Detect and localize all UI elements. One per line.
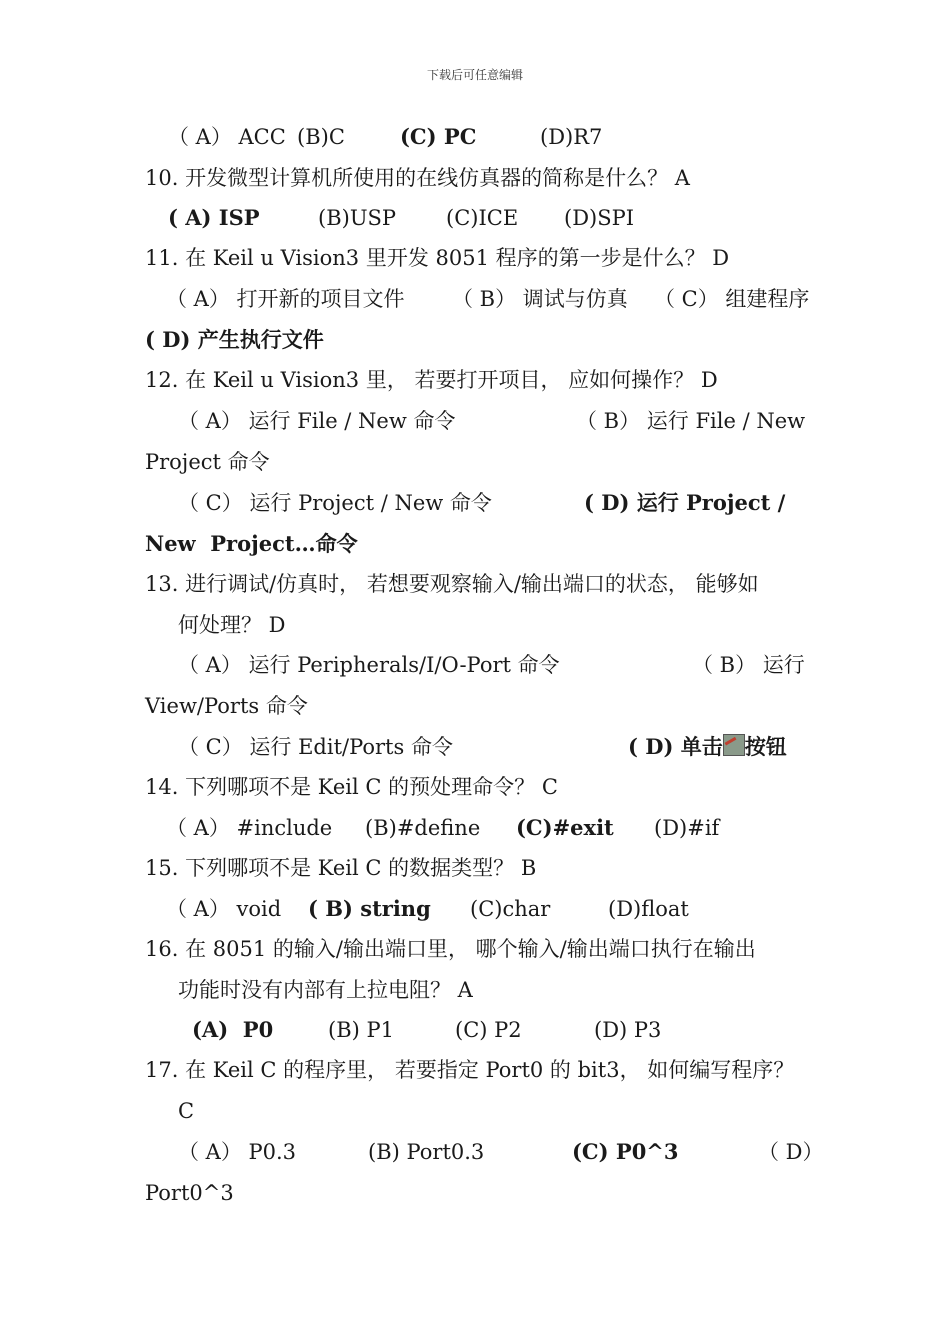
q17-stem: 17. 在 Keil C 的程序里， 若要指定 Port0 的 bit3， 如何编写程序？ xyxy=(145,1058,795,1082)
q13-option-d-text: ( D) 单击 xyxy=(628,734,723,759)
q11-stem: 11. 在 Keil u Vision3 里开发 8051 程序的第一步是什么？ D xyxy=(145,246,730,270)
q17-stem-cont: C xyxy=(178,1099,195,1123)
q9-option-b: (B)C xyxy=(297,125,345,149)
q11-option-d: ( D) 产生执行文件 xyxy=(145,327,324,352)
q15-option-a: （ A） void xyxy=(166,897,282,921)
q15-option-c: (C)char xyxy=(470,897,551,921)
q13-option-a: （ A） 运行 Peripherals/I/O-Port 命令 xyxy=(178,653,560,677)
q17-option-c: (C) P0^3 xyxy=(572,1139,679,1164)
q12-option-d-cont: New Project…命令 xyxy=(145,531,358,556)
q16-option-d: (D) P3 xyxy=(594,1018,662,1042)
q12-option-c: （ C） 运行 Project / New 命令 xyxy=(178,491,492,515)
q9-option-a: （ A） ACC xyxy=(168,125,286,149)
q12-option-b: （ B） 运行 File / New xyxy=(576,409,806,433)
q10-stem: 10. 开发微型计算机所使用的在线仿真器的简称是什么？ A xyxy=(145,166,690,190)
q14-option-b: (B)#define xyxy=(365,816,481,840)
debug-toolbar-icon xyxy=(723,734,745,756)
q10-option-d: (D)SPI xyxy=(564,206,635,230)
q15-option-b: ( B) string xyxy=(308,896,431,921)
q13-option-b-cont: View/Ports 命令 xyxy=(145,694,308,718)
q16-option-b: (B) P1 xyxy=(328,1018,394,1042)
q13-option-c: （ C） 运行 Edit/Ports 命令 xyxy=(178,735,453,759)
q16-option-c: (C) P2 xyxy=(455,1018,522,1042)
q16-stem: 16. 在 8051 的输入/输出端口里， 哪个输入/输出端口执行在输出 xyxy=(145,937,756,961)
q14-stem: 14. 下列哪项不是 Keil C 的预处理命令？ C xyxy=(145,775,558,799)
q17-option-d-cont: Port0^3 xyxy=(145,1181,234,1205)
q16-stem-cont: 功能时没有内部有上拉电阻？ A xyxy=(178,978,473,1002)
q12-option-d: ( D) 运行 Project / xyxy=(584,490,786,515)
q9-option-c: (C) PC xyxy=(400,124,477,149)
q13-stem: 13. 进行调试/仿真时， 若想要观察输入/输出端口的状态， 能够如 xyxy=(145,572,759,596)
q14-option-c: (C)#exit xyxy=(516,815,614,840)
q17-option-d: （ D） xyxy=(758,1140,824,1164)
q10-option-b: (B)USP xyxy=(318,206,397,230)
q12-option-b-cont: Project 命令 xyxy=(145,450,270,474)
q15-stem: 15. 下列哪项不是 Keil C 的数据类型？ B xyxy=(145,856,537,880)
q14-option-d: (D)#if xyxy=(654,816,720,840)
q17-option-b: (B) Port0.3 xyxy=(368,1140,485,1164)
page-header: 下载后可任意编辑 xyxy=(426,68,523,82)
q10-option-a: ( A) ISP xyxy=(168,205,260,230)
q16-option-a: (A) P0 xyxy=(192,1017,274,1042)
q11-option-c: （ C） 组建程序 xyxy=(654,287,810,311)
q11-option-a: （ A） 打开新的项目文件 xyxy=(166,287,405,311)
q17-option-a: （ A） P0.3 xyxy=(178,1140,297,1164)
q13-stem-cont: 何处理？ D xyxy=(178,613,286,637)
q9-option-d: (D)R7 xyxy=(540,125,603,149)
q15-option-d: (D)float xyxy=(608,897,689,921)
q12-option-a: （ A） 运行 File / New 命令 xyxy=(178,409,456,433)
q12-stem: 12. 在 Keil u Vision3 里， 若要打开项目， 应如何操作？ D xyxy=(145,368,718,392)
q13-option-d xyxy=(628,733,787,761)
q13-option-d-suffix: 按钮 xyxy=(744,734,787,759)
q11-option-b: （ B） 调试与仿真 xyxy=(452,287,628,311)
q13-option-b: （ B） 运行 xyxy=(692,653,805,677)
q14-option-a: （ A） #include xyxy=(166,816,333,840)
q10-option-c: (C)ICE xyxy=(446,206,519,230)
